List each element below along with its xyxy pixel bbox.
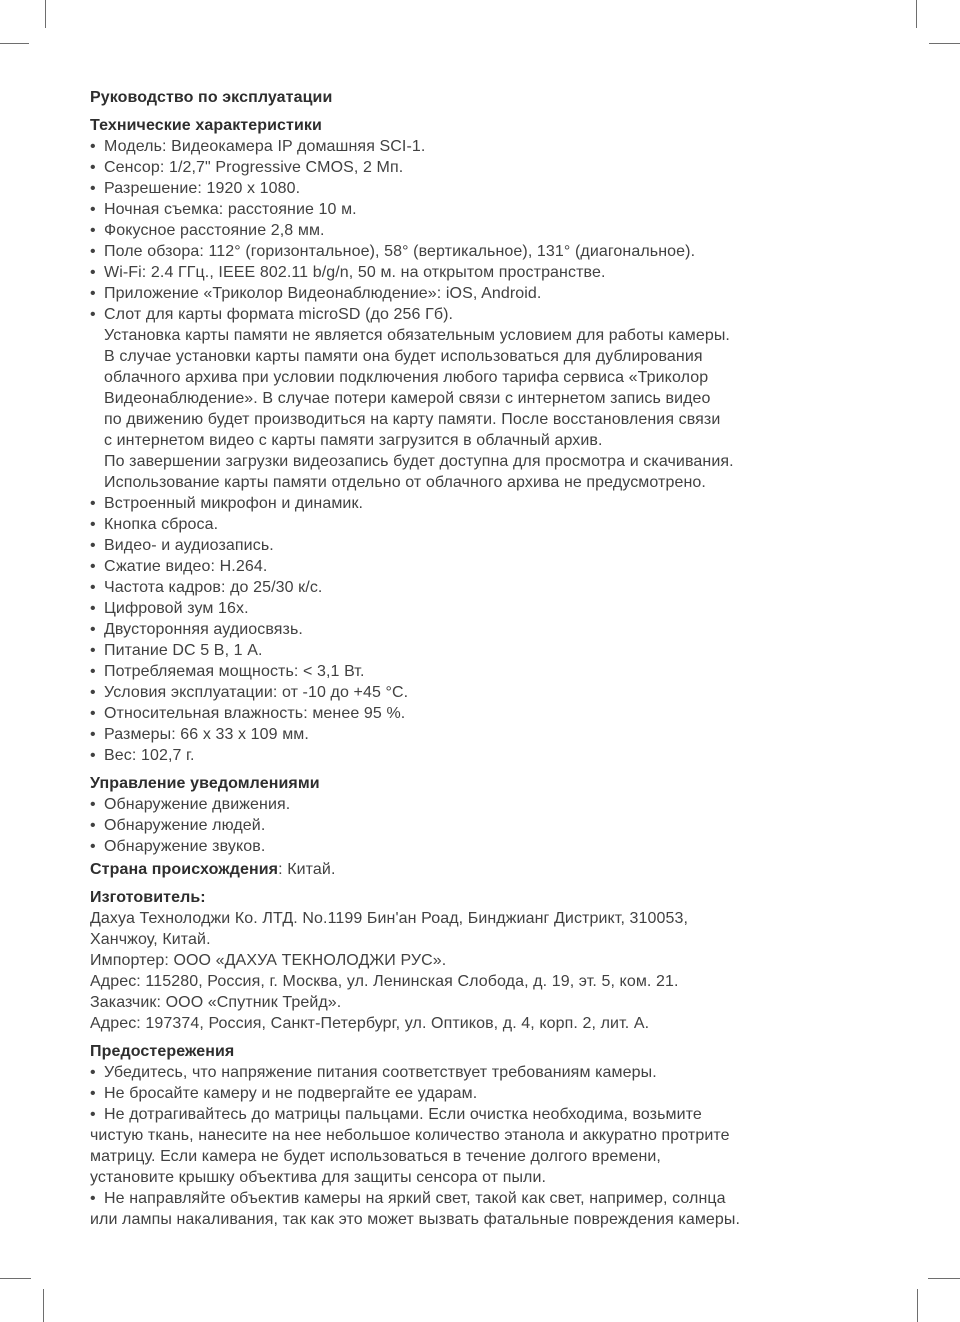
bullet-item: • Потребляемая мощность: < 3,1 Вт.: [90, 661, 890, 682]
text-line: установите крышку объектива для защиты сенсора от пыли.: [90, 1169, 547, 1186]
text-line: с интернетом видео с карты памяти загрузится в облачный архив.: [104, 432, 603, 449]
bullet-item: • Вес: 102,7 г.: [90, 745, 890, 766]
bullet-item: • Двусторонняя аудиосвязь.: [90, 619, 890, 640]
text-line: Дахуа Технолоджи Ко. ЛТД. No.1199 Бин'ан Роад, Бинджианг Дистрикт, 310053,: [90, 910, 689, 927]
country-of-origin-value: : Китай.: [278, 861, 336, 878]
bullet-item: • Фокусное расстояние 2,8 мм.: [90, 220, 890, 241]
text-line: матрицу. Если камера не будет использоваться в течение долгого времени,: [90, 1148, 661, 1165]
bullet-item: • Цифровой зум 16х.: [90, 598, 890, 619]
section-heading-warnings: Предостережения: [90, 1043, 235, 1060]
text-line: Адрес: 197374, Россия, Санкт-Петербург, ул. Оптиков, д. 4, корп. 2, лит. А.: [90, 1015, 650, 1032]
text-line: Установка карты памяти не является обязательным условием для работы камеры.: [104, 327, 730, 344]
bullet-item: • Разрешение: 1920 х 1080.: [90, 178, 890, 199]
document-content: [90, 87, 890, 1230]
crop-mark-bottom-left-vertical: [43, 1289, 44, 1322]
bullet-item: • Не дотрагивайтесь до матрицы пальцами. Если очистка необходима, возьмите: [90, 1104, 890, 1125]
bullet-item: • Убедитесь, что напряжение питания соответствует требованиям камеры.: [90, 1062, 890, 1083]
bullet-item: • Размеры: 66 х 33 х 109 мм.: [90, 724, 890, 745]
bullet-item: • Обнаружение движения.: [90, 794, 890, 815]
section-heading-manufacturer: Изготовитель:: [90, 889, 206, 906]
bullet-item: • Ночная съемка: расстояние 10 м.: [90, 199, 890, 220]
text-line: Импортер: ООО «ДАХУА ТЕКНОЛОДЖИ РУС».: [90, 952, 447, 969]
text-line: Ханчжоу, Китай.: [90, 931, 211, 948]
text-line: облачного архива при условии подключения любого тарифа сервиса «Триколор: [104, 369, 709, 386]
text-line: по движению будет производиться на карту памяти. После восстановления связи: [104, 411, 721, 428]
bullet-item: • Сжатие видео: H.264.: [90, 556, 890, 577]
crop-mark-bottom-left-horizontal: [0, 1278, 31, 1279]
crop-mark-top-left-vertical: [45, 0, 46, 28]
text-line: Заказчик: ООО «Спутник Трейд».: [90, 994, 342, 1011]
bullet-item: • Питание DC 5 В, 1 А.: [90, 640, 890, 661]
crop-mark-top-left-horizontal: [0, 43, 29, 44]
bullet-item: • Условия эксплуатации: от -10 до +45 °С.: [90, 682, 890, 703]
bullet-item: • Встроенный микрофон и динамик.: [90, 493, 890, 514]
bullet-item: • Не бросайте камеру и не подвергайте ее ударам.: [90, 1083, 890, 1104]
crop-mark-bottom-right-horizontal: [928, 1278, 960, 1279]
bullet-item: • Слот для карты формата microSD (до 256 Гб).: [90, 304, 890, 325]
text-line: или лампы накаливания, так как это может вызвать фатальные повреждения камеры.: [90, 1211, 741, 1228]
bullet-item: • Кнопка сброса.: [90, 514, 890, 535]
crop-mark-top-right-horizontal: [929, 43, 960, 44]
bullet-item: • Не направляйте объектив камеры на яркий свет, такой как свет, например, солнца: [90, 1188, 890, 1209]
bullet-item: • Поле обзора: 112° (горизонтальное), 58° (вертикальное), 131° (диагональное).: [90, 241, 890, 262]
section-heading-notifications: Управление уведомлениями: [90, 775, 320, 792]
text-line: Использование карты памяти отдельно от облачного архива не предусмотрено.: [104, 474, 706, 491]
bullet-item: • Wi-Fi: 2.4 ГГц., IEEE 802.11 b/g/n, 50 м. на открытом пространстве.: [90, 262, 890, 283]
country-of-origin: [90, 859, 890, 880]
bullet-item: • Модель: Видеокамера IP домашняя SCI-1.: [90, 136, 890, 157]
section-heading-specs: Технические характеристики: [90, 117, 322, 134]
bullet-item: • Частота кадров: до 25/30 к/с.: [90, 577, 890, 598]
text-line: Видеонаблюдение». В случае потери камерой связи с интернетом запись видео: [104, 390, 711, 407]
crop-mark-top-right-vertical: [916, 0, 917, 28]
bullet-item: • Приложение «Триколор Видеонаблюдение»: iOS, Android.: [90, 283, 890, 304]
bullet-item: • Обнаружение людей.: [90, 815, 890, 836]
doc-title: Руководство по эксплуатации: [90, 89, 333, 106]
bullet-item: • Сенсор: 1/2,7" Progressive CMOS, 2 Мп.: [90, 157, 890, 178]
bullet-item: • Относительная влажность: менее 95 %.: [90, 703, 890, 724]
text-line: По завершении загрузки видеозапись будет доступна для просмотра и скачивания.: [104, 453, 734, 470]
bullet-item: • Обнаружение звуков.: [90, 836, 890, 857]
text-line: Адрес: 115280, Россия, г. Москва, ул. Ленинская Слобода, д. 19, эт. 5, ком. 21.: [90, 973, 679, 990]
text-line: чистую ткань, нанесите на нее небольшое количество этанола и аккуратно протрите: [90, 1127, 730, 1144]
crop-mark-bottom-right-vertical: [917, 1289, 918, 1322]
text-line: В случае установки карты памяти она будет использоваться для дублирования: [104, 348, 703, 365]
country-of-origin-label: Страна происхождения: [90, 861, 279, 878]
bullet-item: • Видео- и аудиозапись.: [90, 535, 890, 556]
